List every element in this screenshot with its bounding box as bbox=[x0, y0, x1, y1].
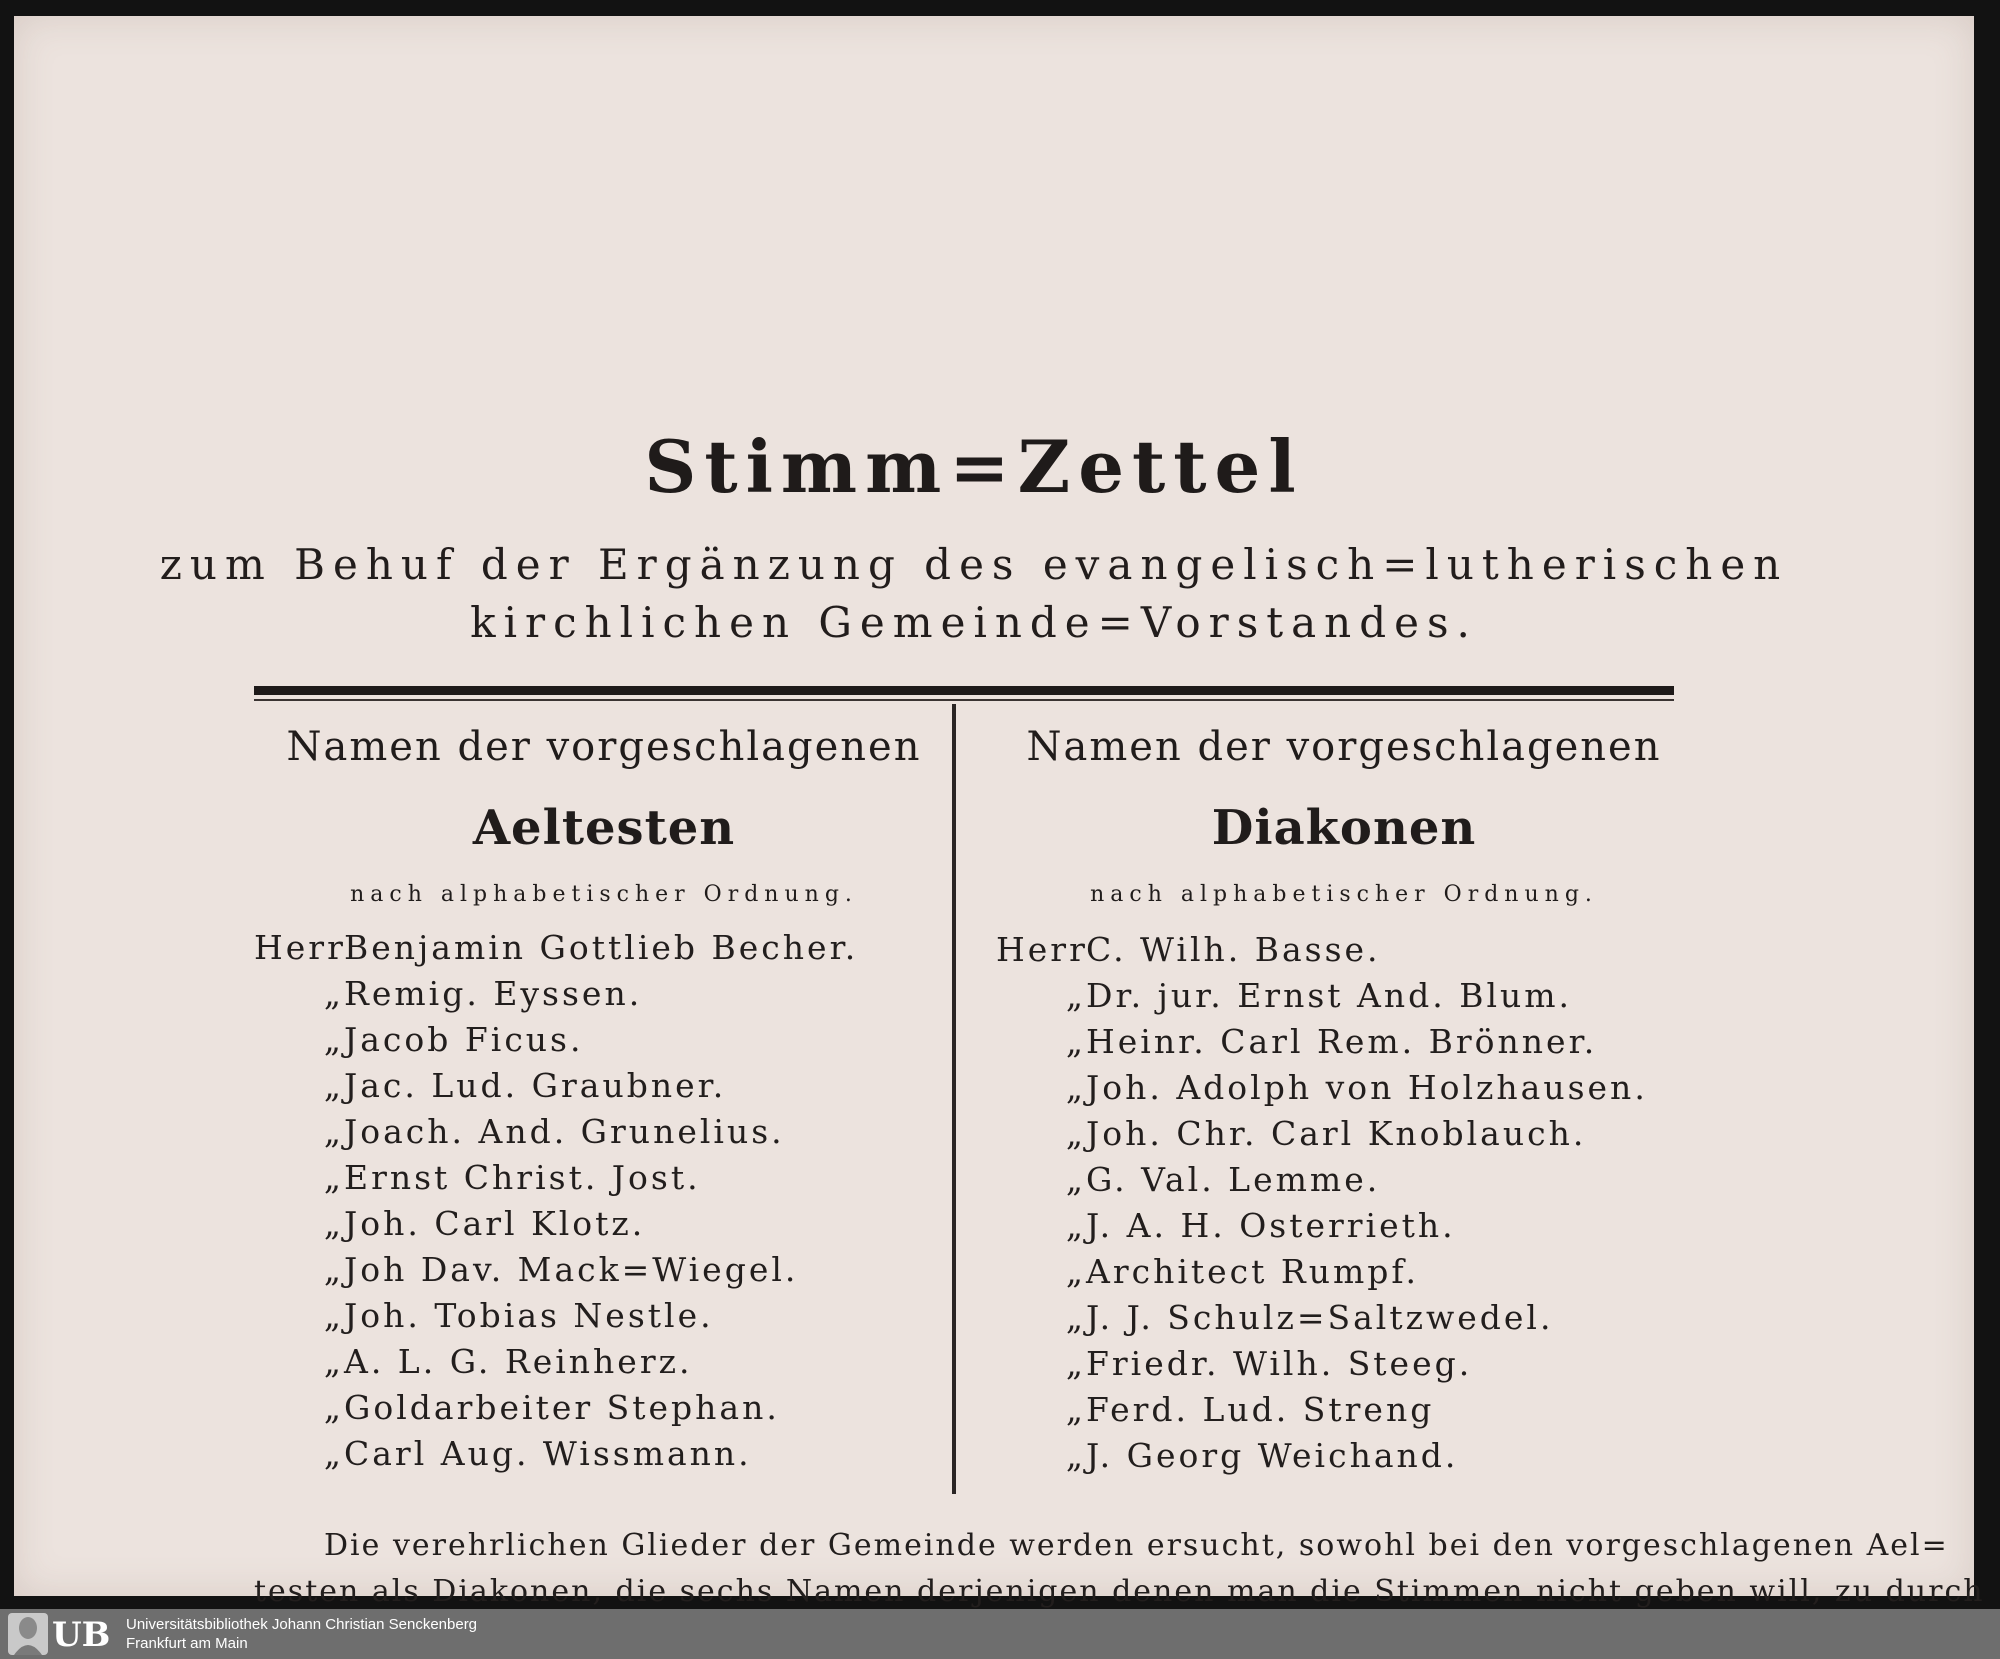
ditto-mark: „ bbox=[1065, 1436, 1086, 1475]
entry-prefix: Herr bbox=[254, 928, 346, 967]
candidate-name: Carl Aug. Wissmann. bbox=[344, 1434, 752, 1473]
ditto-mark: „ bbox=[1065, 976, 1086, 1015]
list-item bbox=[254, 1250, 798, 1289]
candidate-name: Architect Rumpf. bbox=[1086, 1252, 1419, 1291]
document-page bbox=[14, 16, 1985, 1609]
ditto-mark: „ bbox=[1065, 1344, 1086, 1383]
candidate-name: Joh. Adolph von Holzhausen. bbox=[1086, 1068, 1648, 1107]
list-item bbox=[996, 1022, 1597, 1061]
candidate-name: A. L. G. Reinherz. bbox=[344, 1342, 693, 1381]
list-item bbox=[254, 928, 858, 967]
library-footer-bar bbox=[0, 1609, 2000, 1659]
left-column-heading: Namen der vorgeschlagenen bbox=[286, 724, 922, 770]
candidate-name: Remig. Eyssen. bbox=[344, 974, 643, 1013]
list-item bbox=[996, 1436, 1458, 1475]
candidate-name: Joh. Tobias Nestle. bbox=[344, 1296, 714, 1335]
candidate-name: Ernst Christ. Jost. bbox=[344, 1158, 701, 1197]
list-item bbox=[254, 1112, 785, 1151]
right-column-title: Diakonen bbox=[1211, 800, 1477, 856]
document-subtitle-line1: zum Behuf der Ergänzung des evangelisch=lutherischen bbox=[159, 540, 1789, 589]
candidate-name: Heinr. Carl Rem. Brönner. bbox=[1086, 1022, 1598, 1061]
candidate-name: C. Wilh. Basse. bbox=[1086, 930, 1381, 969]
document-title: Stimm=Zettel bbox=[644, 424, 1304, 509]
candidate-name: G. Val. Lemme. bbox=[1086, 1160, 1381, 1199]
candidate-name: Goldarbeiter Stephan. bbox=[344, 1388, 780, 1427]
ditto-mark: „ bbox=[1065, 1160, 1086, 1199]
instruction-text: Die verehrlichen Glieder der Gemeinde werden ersucht, sowohl bei den vorgeschlagenen Ael= bbox=[324, 1528, 1949, 1563]
right-column-order-note: nach alphabetischer Ordnung. bbox=[1090, 882, 1598, 907]
ditto-mark: „ bbox=[323, 1066, 344, 1105]
ditto-mark: „ bbox=[1065, 1022, 1086, 1061]
ditto-mark: „ bbox=[1065, 1252, 1086, 1291]
ditto-mark: „ bbox=[323, 1020, 344, 1059]
ditto-mark: „ bbox=[323, 1158, 344, 1197]
institution-name: Universitätsbibliothek Johann Christian Senckenberg bbox=[126, 1616, 478, 1633]
heading-rule-thick bbox=[254, 686, 1674, 695]
list-item bbox=[996, 1114, 1586, 1153]
list-item bbox=[254, 1434, 752, 1473]
ditto-mark: „ bbox=[323, 1250, 344, 1289]
list-item bbox=[996, 1298, 1553, 1337]
candidate-name: Friedr. Wilh. Steeg. bbox=[1086, 1344, 1473, 1383]
list-item bbox=[996, 1160, 1380, 1199]
candidate-name: J. A. H. Osterrieth. bbox=[1086, 1206, 1456, 1245]
list-item bbox=[254, 1066, 726, 1105]
candidate-name: J. J. Schulz=Saltzwedel. bbox=[1086, 1298, 1554, 1337]
ditto-mark: „ bbox=[1065, 1206, 1086, 1245]
list-item bbox=[254, 1388, 780, 1427]
candidate-name: Dr. jur. Ernst And. Blum. bbox=[1086, 976, 1573, 1015]
list-item bbox=[996, 1252, 1419, 1291]
logo-text: UB bbox=[52, 1615, 111, 1655]
left-column-order-note: nach alphabetischer Ordnung. bbox=[350, 882, 858, 907]
candidate-name: Joh. Chr. Carl Knoblauch. bbox=[1086, 1114, 1587, 1153]
ditto-mark: „ bbox=[323, 1296, 344, 1335]
heading-rule-thin bbox=[254, 699, 1674, 701]
ditto-mark: „ bbox=[323, 1112, 344, 1151]
library-logo bbox=[8, 1613, 118, 1655]
ditto-mark: „ bbox=[323, 1204, 344, 1243]
candidate-name: Ferd. Lud. Streng bbox=[1086, 1390, 1435, 1429]
candidate-name: Joh Dav. Mack=Wiegel. bbox=[344, 1250, 799, 1289]
list-item bbox=[996, 1390, 1434, 1429]
candidate-name: J. Georg Weichand. bbox=[1086, 1436, 1459, 1475]
candidate-name: Benjamin Gottlieb Becher. bbox=[344, 928, 859, 967]
left-column-title: Aeltesten bbox=[472, 800, 736, 856]
entry-prefix: Herr bbox=[996, 930, 1088, 969]
ditto-mark: „ bbox=[323, 974, 344, 1013]
list-item bbox=[254, 1296, 714, 1335]
candidate-name: Jac. Lud. Graubner. bbox=[344, 1066, 727, 1105]
list-item bbox=[996, 976, 1572, 1015]
ditto-mark: „ bbox=[1065, 1114, 1086, 1153]
document-subtitle-line2: kirchlichen Gemeinde=Vorstandes. bbox=[470, 598, 1478, 647]
candidate-name: Joach. And. Grunelius. bbox=[344, 1112, 785, 1151]
right-column-heading: Namen der vorgeschlagenen bbox=[1026, 724, 1662, 770]
institution-city: Frankfurt am Main bbox=[126, 1635, 248, 1652]
ditto-mark: „ bbox=[323, 1388, 344, 1427]
ditto-mark: „ bbox=[1065, 1298, 1086, 1337]
ditto-mark: „ bbox=[1065, 1390, 1086, 1429]
instruction-text-cut: testen als Diakonen, die sechs Namen derjenigen denen man die Stimmen nicht geben will, zu durch bbox=[254, 1574, 1985, 1609]
list-item bbox=[996, 1206, 1456, 1245]
candidate-name: Jacob Ficus. bbox=[344, 1020, 584, 1059]
list-item bbox=[996, 930, 1381, 969]
ditto-mark: „ bbox=[1065, 1068, 1086, 1107]
list-item bbox=[254, 1158, 701, 1197]
ditto-mark: „ bbox=[323, 1434, 344, 1473]
portrait-icon bbox=[8, 1613, 48, 1655]
list-item bbox=[996, 1068, 1648, 1107]
candidate-name: Joh. Carl Klotz. bbox=[344, 1204, 646, 1243]
ditto-mark: „ bbox=[323, 1342, 344, 1381]
list-item bbox=[254, 1342, 693, 1381]
list-item bbox=[254, 1020, 583, 1059]
list-item bbox=[254, 1204, 645, 1243]
list-item bbox=[996, 1344, 1472, 1383]
list-item bbox=[254, 974, 642, 1013]
